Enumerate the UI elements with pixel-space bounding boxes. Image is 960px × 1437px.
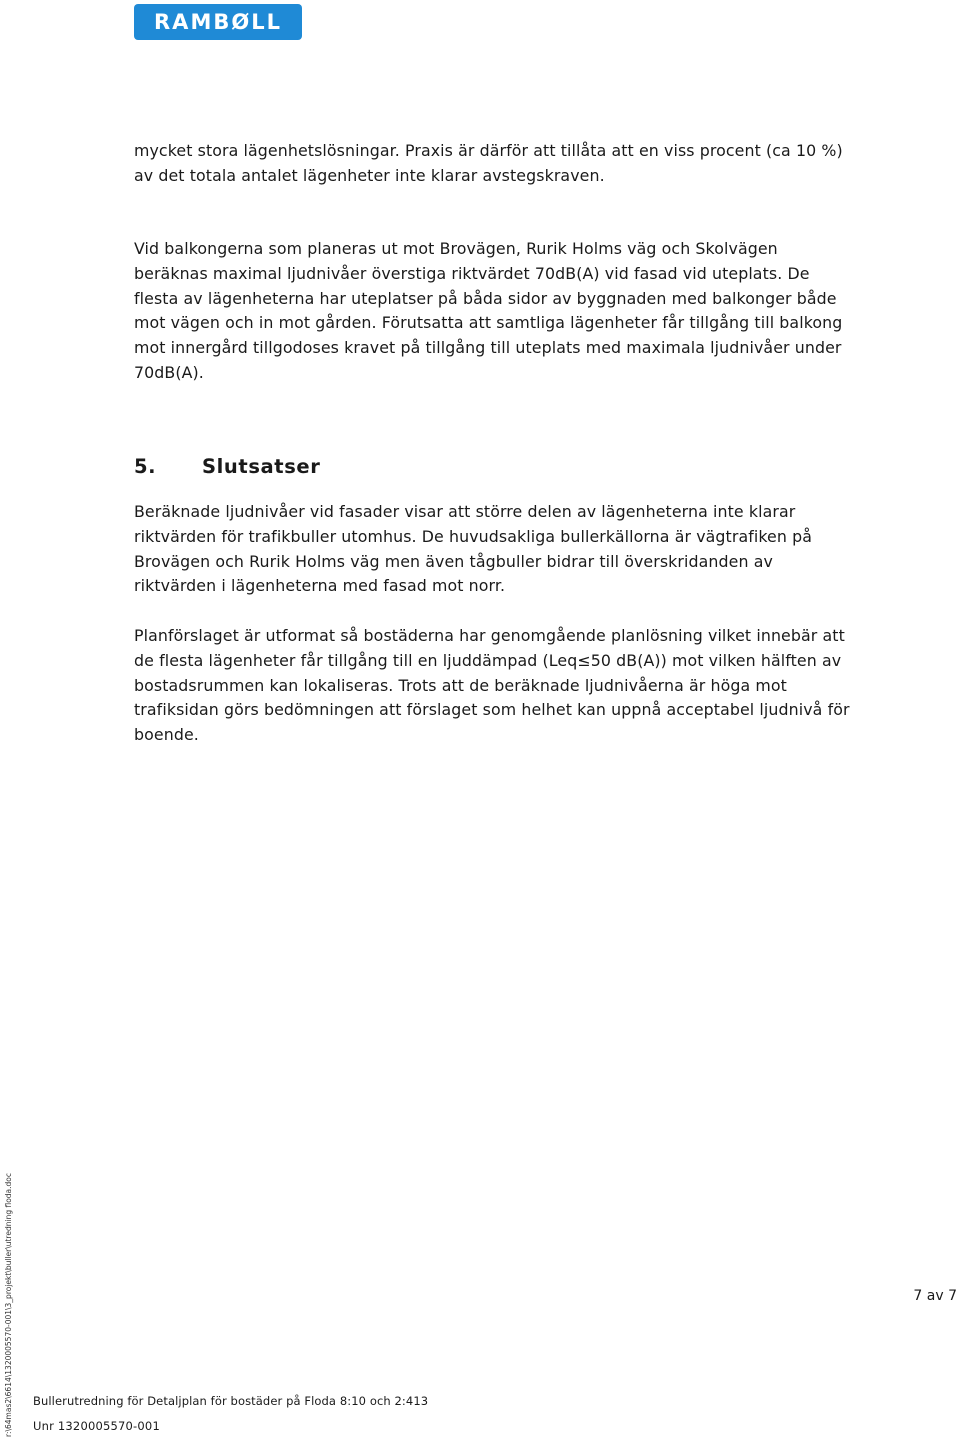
paragraph-conclusions: Beräknade ljudnivåer vid fasader visar att större delen av lägenheterna inte klarar riktvärden för trafikbuller utomhus. De huvudsakliga bullerkällorna är vägtrafiken på Brovägen och Rurik Holms väg men även tågbuller bidrar till överskridanden av riktvärden i lägenheterna med fasad mot norr. [134,502,813,596]
footer-document-number: Unr 1320005570-001 [33,1419,160,1433]
file-path-label: r:\64mas2\6614\1320005570-001\3_projekt\buller\utredning floda.doc [4,1173,13,1437]
section-number: 5. [134,455,157,478]
section-heading [134,455,320,478]
page-number: 7 av 7 [913,1288,957,1304]
footer-document-title: Bullerutredning för Detaljplan för bostäder på Floda 8:10 och 2:413 [33,1394,429,1408]
section-title: Slutsatser [202,455,321,478]
paragraph-intro: mycket stora lägenhetslösningar. Praxis är därför att tillåta att en viss procent (ca 10 %) av det totala antalet lägenheter inte klarar avstegskraven. [134,141,843,185]
paragraph-balconies: Vid balkongerna som planeras ut mot Brovägen, Rurik Holms väg och Skolvägen beräknas maximal ljudnivåer överstiga riktvärdet 70dB(A) vid fasad vid uteplats. De flesta av lägenheterna har uteplatser på båda sidor av byggnaden med balkonger både mot vägen och in mot gården. Förutsatta att samtliga lägenheter får tillgång till balkong mot innergård tillgodoses kravet på tillgång till uteplats med maximala ljudnivåer under 70dB(A). [134,239,843,382]
ramboll-logo: RAMBØLL [134,4,302,40]
paragraph-plan-proposal: Planförslaget är utformat så bostäderna har genomgående planlösning vilket innebär att de flesta lägenheter får tillgång till en ljuddämpad (Leq≤50 dB(A)) mot vilken hälften av bostadsrummen kan lokaliseras. Trots att de beräknade ljudnivåerna är höga mot trafiksidan görs bedömningen att förslaget som helhet kan uppnå acceptabel ljudnivå för boende. [134,626,850,745]
